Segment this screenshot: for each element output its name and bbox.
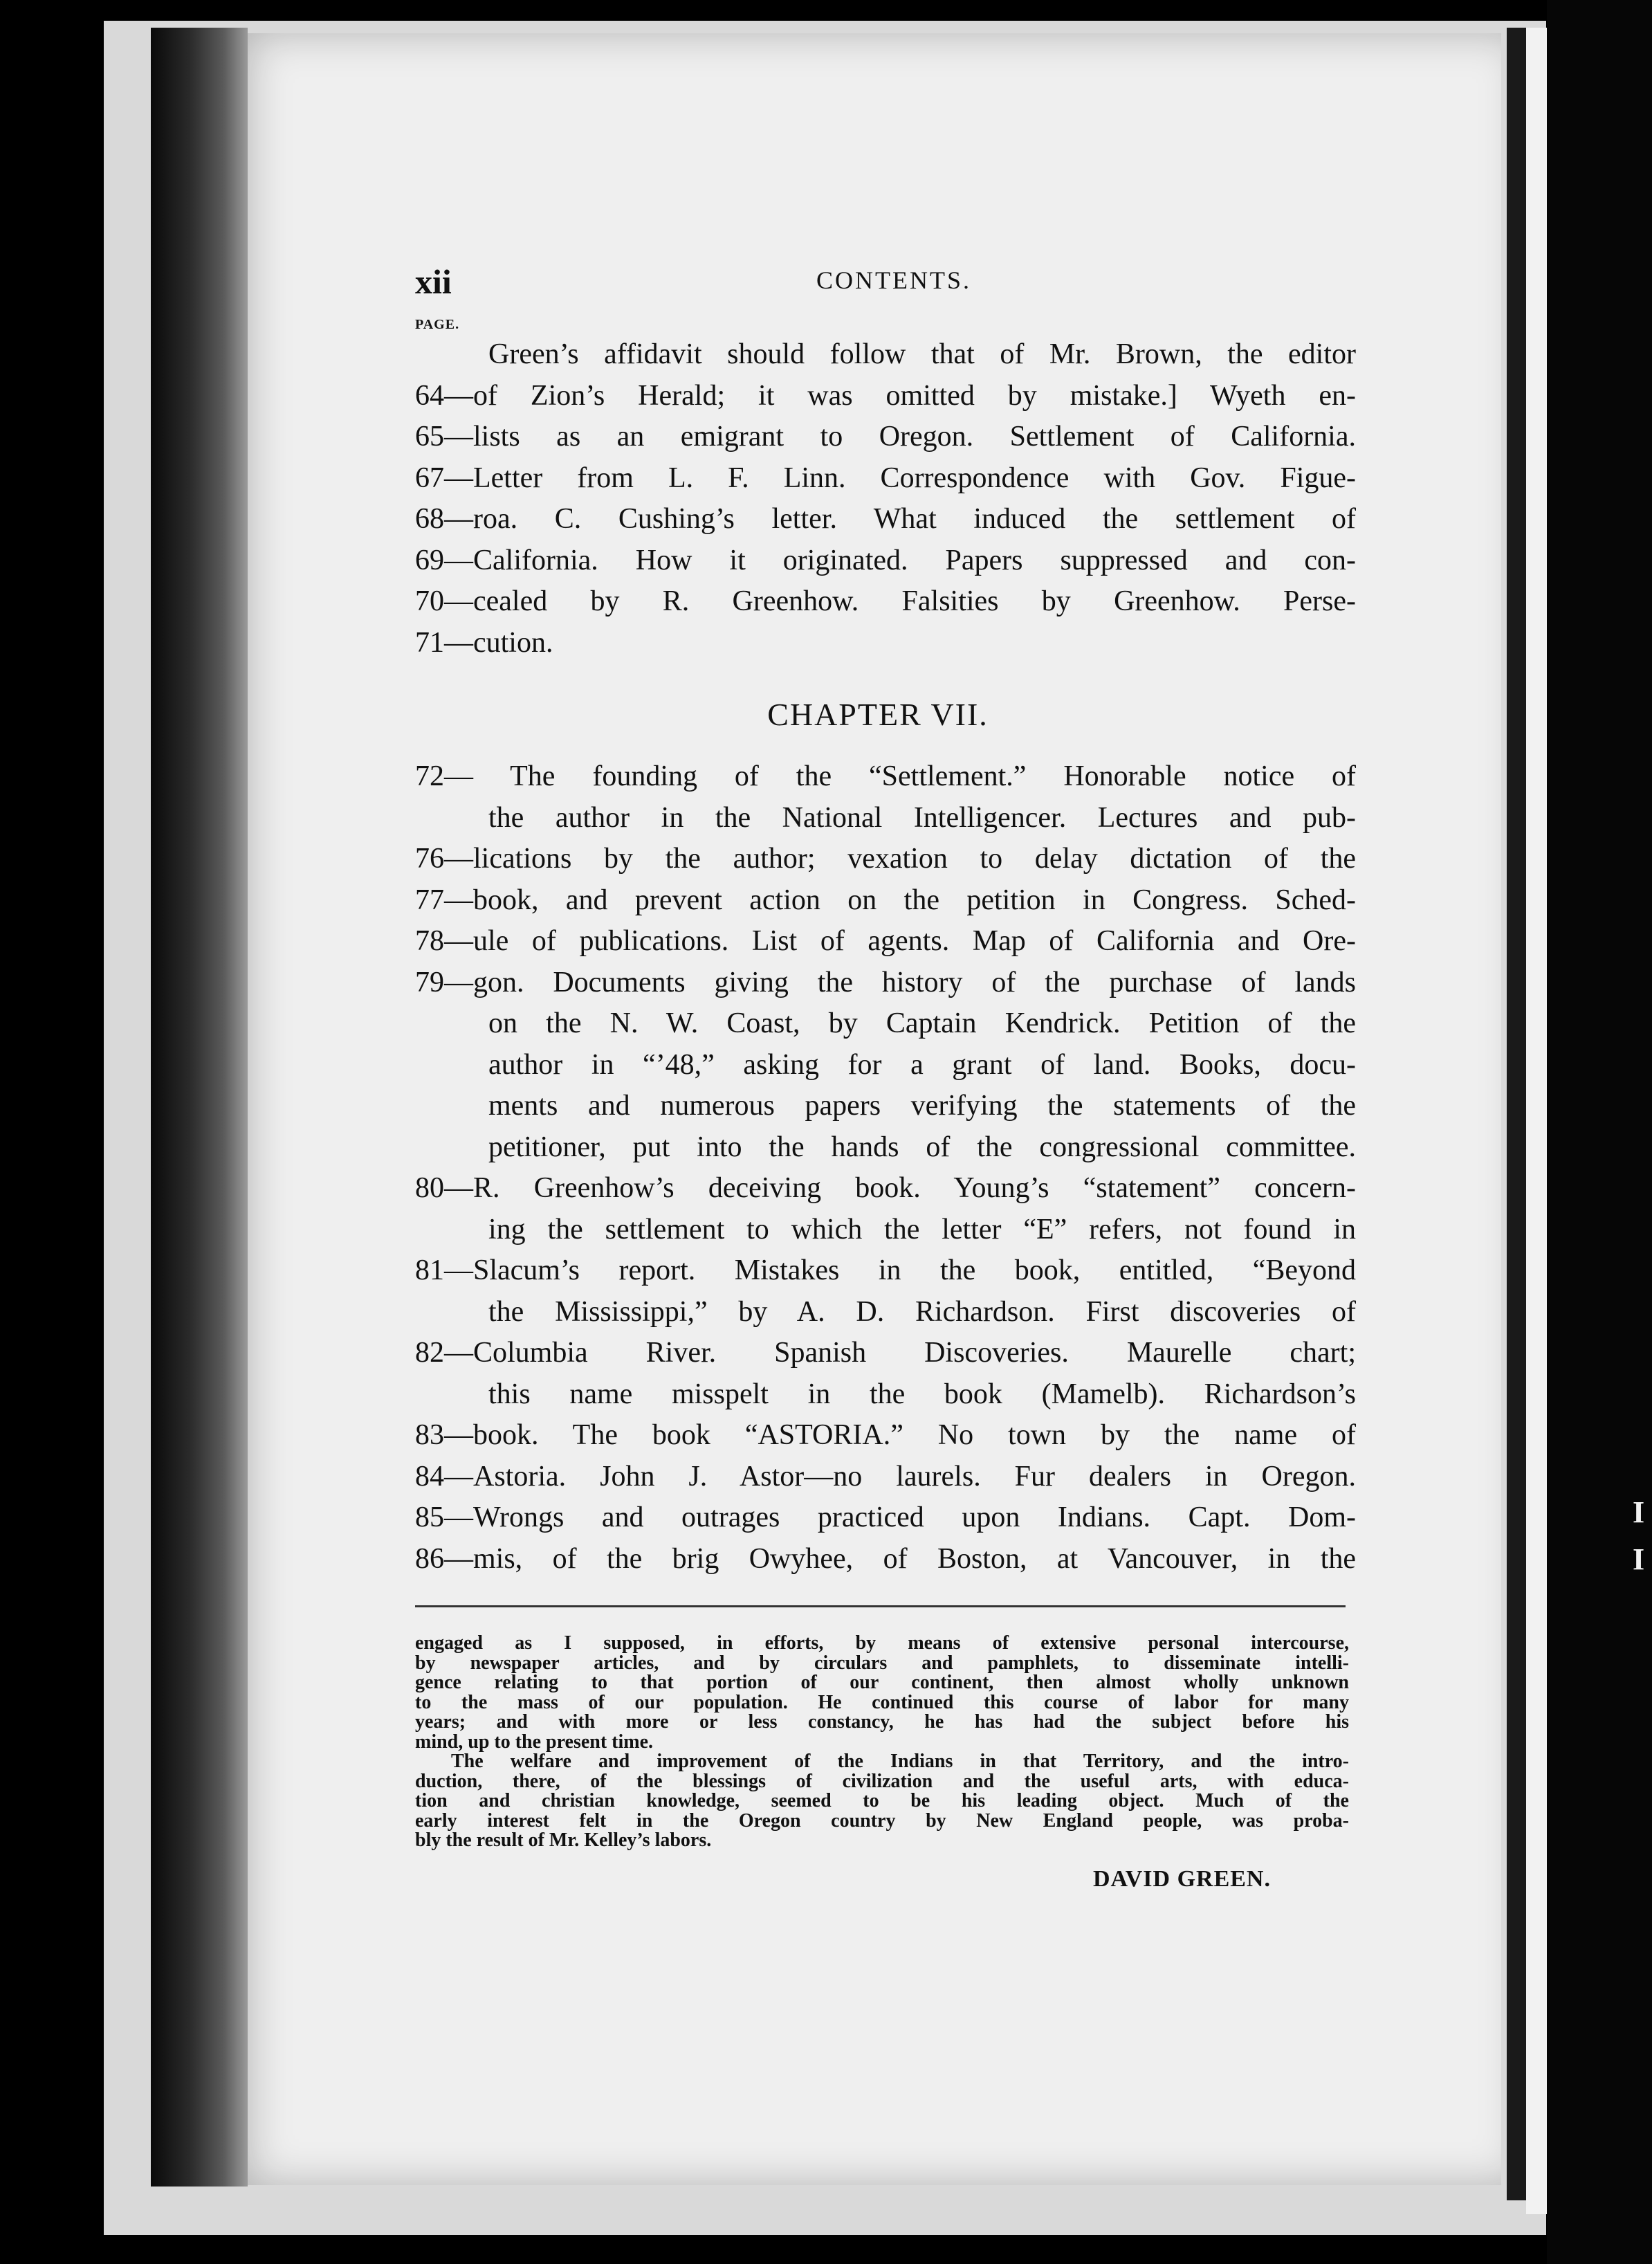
contents-line: 77—book, and prevent action on the petition in Congress. Sched- [415, 884, 1356, 916]
footnote-line: years; and with more or less constancy, he has had the subject before his [415, 1711, 1349, 1733]
footnote-rule [415, 1605, 1346, 1607]
edge-glyph: I [1633, 1542, 1645, 1576]
contents-line: 65—lists as an emigrant to Oregon. Settlement of California. [415, 421, 1356, 453]
contents-line: petitioner, put into the hands of the congressional committee. [488, 1131, 1356, 1163]
footnote-line: early interest felt in the Oregon country by New England people, was proba- [415, 1809, 1349, 1832]
contents-line: 67—Letter from L. F. Linn. Correspondence with Gov. Figue- [415, 462, 1356, 494]
edge-glyph: I [1633, 1495, 1645, 1529]
contents-line: 81—Slacum’s report. Mistakes in the book, entitled, “Beyond [415, 1254, 1356, 1286]
contents-line: this name misspelt in the book (Mamelb). Richardson’s [488, 1378, 1356, 1410]
contents-line: 82—Columbia River. Spanish Discoveries. Maurelle chart; [415, 1337, 1356, 1369]
chapter-heading: CHAPTER VII. [767, 697, 989, 732]
right-margin-dark [1547, 0, 1652, 2264]
page-column-label: PAGE. [415, 317, 460, 332]
right-page-sliver [1526, 28, 1547, 2214]
footnote-line: bly the result of Mr. Kelley’s labors. [415, 1829, 712, 1851]
contents-line: ments and numerous papers verifying the statements of the [488, 1090, 1356, 1122]
contents-line: 64—of Zion’s Herald; it was omitted by mistake.] Wyeth en- [415, 379, 1356, 412]
contents-line: 70—cealed by R. Greenhow. Falsities by Greenhow. Perse- [415, 585, 1356, 617]
contents-line: 68—roa. C. Cushing’s letter. What induced the settlement of [415, 503, 1356, 535]
footnote-line: The welfare and improvement of the Indians in that Territory, and the intro- [451, 1751, 1349, 1772]
contents-line: 79—gon. Documents giving the history of the purchase of lands [415, 966, 1356, 998]
contents-line: 85—Wrongs and outrages practiced upon Indians. Capt. Dom- [415, 1501, 1356, 1533]
footnote-line: by newspaper articles, and by circulars and pamphlets, to disseminate intelli- [415, 1652, 1349, 1674]
footnote-line: tion and christian knowledge, seemed to be his leading object. Much of the [415, 1790, 1349, 1811]
contents-line: on the N. W. Coast, by Captain Kendrick. Petition of the [488, 1007, 1356, 1039]
contents-line: 78—ule of publications. List of agents. Map of California and Ore- [415, 925, 1356, 957]
contents-line: 69—California. How it originated. Papers suppressed and con- [415, 544, 1356, 576]
page-folio: xii [415, 262, 452, 301]
page-header [415, 262, 1356, 303]
contents-line: author in “’48,” asking for a grant of land. Books, docu- [488, 1048, 1356, 1081]
contents-line: the Mississippi,” by A. D. Richardson. First discoveries of [488, 1295, 1356, 1328]
contents-line: 84—Astoria. John J. Astor—no laurels. Fur dealers in Oregon. [415, 1460, 1356, 1492]
contents-line: 76—lications by the author; vexation to delay dictation of the [415, 843, 1356, 875]
contents-line: the author in the National Intelligencer. Lectures and pub- [488, 801, 1356, 834]
footnote-line: gence relating to that portion of our continent, then almost wholly unknown [415, 1672, 1349, 1693]
contents-line: 72— The founding of the “Settlement.” Honorable notice of [415, 760, 1356, 792]
gutter-shadow [151, 28, 248, 2187]
footnote-line: mind, up to the present time. [415, 1731, 654, 1753]
contents-line: 83—book. The book “ASTORIA.” No town by the name of [415, 1419, 1356, 1451]
footnote-line: to the mass of our population. He continued this course of labor for many [415, 1691, 1349, 1713]
footnote-line: duction, there, of the blessings of civilization and the useful arts, with educa- [415, 1770, 1349, 1792]
footnote-signature: DAVID GREEN. [1093, 1866, 1271, 1892]
running-head: CONTENTS. [816, 266, 971, 294]
contents-line: 71—cution. [415, 626, 553, 659]
contents-line: 80—R. Greenhow’s deceiving book. Young’s “statement” concern- [415, 1172, 1356, 1204]
contents-line: ing the settlement to which the letter “E” refers, not found in [488, 1213, 1356, 1245]
contents-line: 86—mis, of the brig Owyhee, of Boston, at Vancouver, in the [415, 1542, 1356, 1575]
contents-line: Green’s affidavit should follow that of Mr. Brown, the editor [488, 338, 1356, 370]
right-binding-strip [1507, 28, 1526, 2200]
footnote-line: engaged as I supposed, in efforts, by means of extensive personal intercourse, [415, 1632, 1349, 1654]
